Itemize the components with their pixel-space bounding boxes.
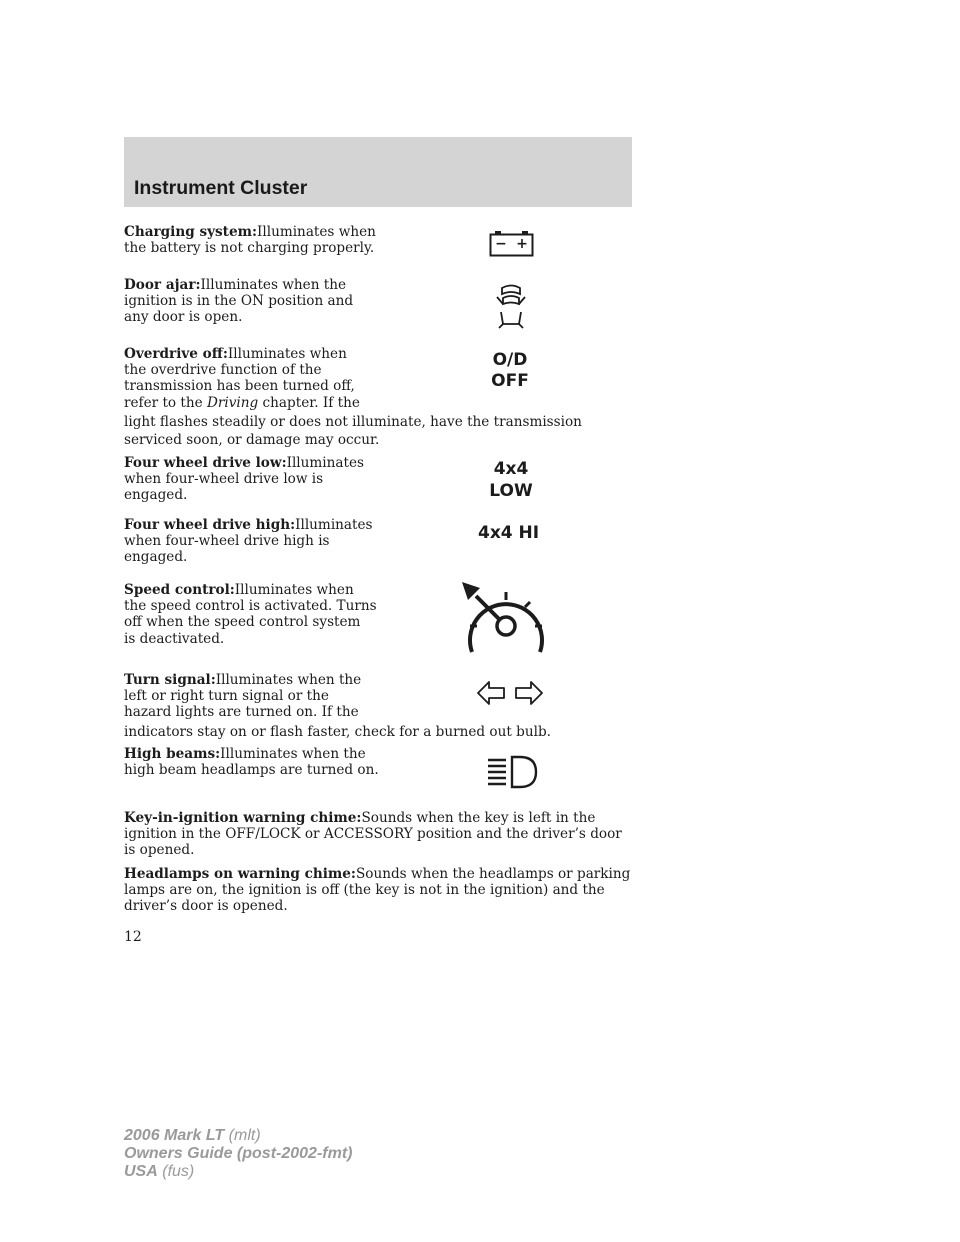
text: Illuminates when the bbox=[215, 672, 362, 688]
text: Illuminates when the bbox=[200, 277, 347, 293]
door-ajar-description bbox=[124, 277, 624, 326]
text: transmission has been turned off, bbox=[124, 378, 355, 395]
text: hazard lights are turned on. If the bbox=[124, 704, 359, 721]
text: high beam headlamps are turned on. bbox=[124, 762, 379, 779]
footer-model: 2006 Mark LT bbox=[124, 1127, 225, 1144]
right-arrow-icon bbox=[516, 682, 542, 704]
text: Illuminates bbox=[295, 517, 373, 533]
text: left or right turn signal or the bbox=[124, 688, 329, 705]
text: the speed control is activated. Turns bbox=[124, 598, 377, 615]
text: when four-wheel drive high is bbox=[124, 533, 330, 550]
text: refer to the bbox=[124, 394, 207, 411]
left-arrow-icon bbox=[478, 682, 504, 704]
footer-guide: Owners Guide (post-2002-fmt) bbox=[124, 1145, 353, 1162]
four-wheel-drive-low-icon bbox=[480, 458, 542, 502]
text: light flashes steadily or does not illuminate, have the transmission bbox=[124, 413, 582, 430]
section-title: Instrument Cluster bbox=[134, 177, 308, 199]
text: is opened. bbox=[124, 842, 195, 859]
battery-plus-symbol: + bbox=[516, 236, 528, 252]
off-label: OFF bbox=[491, 371, 529, 391]
speed-control-icon bbox=[458, 578, 550, 656]
high-beams-description bbox=[124, 746, 624, 778]
turn-signal-arrows-icon bbox=[476, 678, 544, 708]
overdrive-off-icon bbox=[482, 350, 538, 392]
text: Illuminates when the bbox=[220, 746, 366, 762]
turn-signal-description bbox=[124, 672, 624, 740]
text: serviced soon, or damage may occur. bbox=[124, 432, 380, 449]
text: engaged. bbox=[124, 549, 188, 566]
text: Illuminates when bbox=[227, 346, 347, 362]
text: engaged. bbox=[124, 487, 188, 504]
low-label: LOW bbox=[489, 481, 533, 501]
chapter-reference: Driving bbox=[207, 394, 259, 411]
overdrive-label: O/D bbox=[492, 350, 528, 370]
page-number: 12 bbox=[124, 929, 142, 945]
text: Illuminates when bbox=[257, 224, 376, 240]
footer-model-code: (mlt) bbox=[228, 1127, 261, 1144]
text: Sounds when the headlamps or parking bbox=[355, 866, 631, 882]
term: Four wheel drive high: bbox=[124, 517, 296, 533]
battery-icon bbox=[489, 229, 535, 257]
text: Sounds when the key is left in the bbox=[361, 810, 596, 826]
term: Headlamps on warning chime: bbox=[124, 866, 356, 882]
text: lamps are on, the ignition is off (the key is not in the ignition) and the bbox=[124, 882, 605, 899]
text: driver’s door is opened. bbox=[124, 898, 288, 915]
document-footer bbox=[124, 1127, 352, 1181]
overdrive-off-description bbox=[124, 346, 624, 448]
text: Illuminates when bbox=[234, 582, 354, 598]
text: when four-wheel drive low is bbox=[124, 471, 324, 488]
text: ignition is in the ON position and bbox=[124, 293, 354, 310]
term: Four wheel drive low: bbox=[124, 455, 287, 471]
term: Overdrive off: bbox=[124, 346, 228, 362]
text: off when the speed control system bbox=[124, 614, 361, 631]
footer-market: USA bbox=[124, 1163, 158, 1180]
text: the overdrive function of the bbox=[124, 362, 322, 379]
footer-market-code: (fus) bbox=[162, 1163, 195, 1180]
term: High beams: bbox=[124, 746, 221, 762]
text: any door is open. bbox=[124, 309, 243, 326]
text: indicators stay on or flash faster, check for a burned out bulb. bbox=[124, 723, 551, 740]
section-header-band bbox=[124, 137, 632, 207]
term: Turn signal: bbox=[124, 672, 216, 688]
text: chapter. If the bbox=[258, 394, 360, 411]
high-beam-icon bbox=[486, 755, 538, 789]
text: Illuminates bbox=[286, 455, 364, 471]
term: Key-in-ignition warning chime: bbox=[124, 810, 362, 826]
text: ignition in the OFF/LOCK or ACCESSORY position and the driver’s door bbox=[124, 826, 622, 843]
term: Door ajar: bbox=[124, 277, 201, 293]
four-wheel-drive-low-description bbox=[124, 455, 624, 504]
term: Charging system: bbox=[124, 224, 257, 240]
key-in-ignition-chime-description bbox=[124, 810, 644, 859]
term: Speed control: bbox=[124, 582, 235, 598]
battery-minus-symbol: − bbox=[495, 236, 507, 252]
text: the battery is not charging properly. bbox=[124, 240, 375, 257]
four-by-four-label: 4x4 bbox=[493, 459, 529, 479]
text: is deactivated. bbox=[124, 630, 225, 647]
four-by-four-hi-label: 4x4 HI bbox=[478, 523, 540, 543]
charging-system-description bbox=[124, 224, 624, 256]
four-wheel-drive-high-icon bbox=[478, 522, 562, 544]
headlamps-on-chime-description bbox=[124, 866, 644, 915]
door-ajar-icon bbox=[493, 284, 529, 330]
